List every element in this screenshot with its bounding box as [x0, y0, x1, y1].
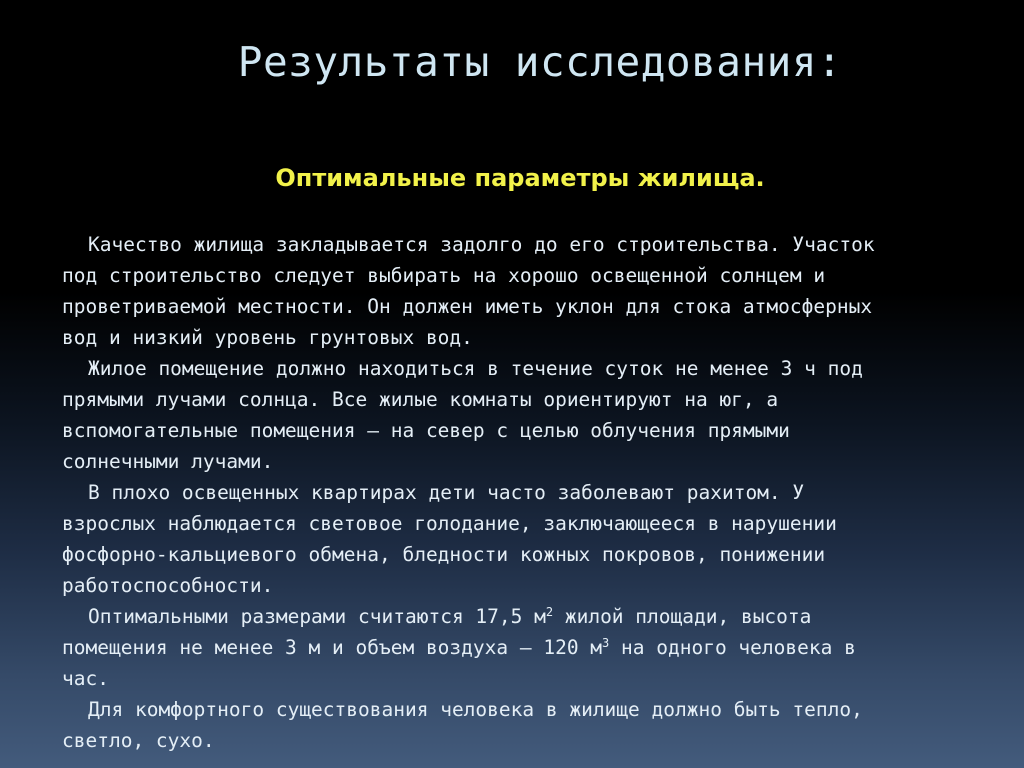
paragraph-1-line-1: Качество жилища закладывается задолго до его строительства. Участок [88, 233, 875, 256]
paragraph-5-line-1: Для комфортного существования человека в жилище должно быть тепло, [88, 698, 863, 721]
paragraph-2-line-3: вспомогательные помещения — на север с целью облучения прямыми [62, 419, 790, 442]
paragraph-3-line-2: взрослых наблюдается световое голодание, заключающееся в нарушении [62, 512, 837, 535]
paragraph-2-line-4: солнечными лучами. [62, 450, 274, 473]
slide-title: Результаты исследования: [237, 38, 843, 86]
paragraph-1-line-3: проветриваемой местности. Он должен иметь уклон для стока атмосферных [62, 295, 873, 318]
superscript-3: 3 [602, 636, 610, 650]
paragraph-3-line-4: работоспособности. [62, 574, 274, 597]
paragraph-4-line-3: час. [62, 667, 109, 690]
paragraph-1-line-2: под строительство следует выбирать на хорошо освещенной солнцем и [62, 264, 826, 287]
paragraph-3-line-1: В плохо освещенных квартирах дети часто заболевают рахитом. У [88, 481, 805, 504]
paragraph-3-line-3: фосфорно-кальциевого обмена, бледности кожных покровов, понижении [62, 543, 826, 566]
paragraph-4-line-2 [62, 632, 962, 663]
paragraph-2-line-1: Жилое помещение должно находиться в течение суток не менее 3 ч под [88, 357, 863, 380]
paragraph-1-line-4: вод и низкий уровень грунтовых вод. [62, 326, 473, 349]
slide-subtitle: Оптимальные параметры жилища. [275, 164, 765, 192]
paragraph-5-line-2: светло, сухо. [62, 729, 215, 752]
paragraph-4-line-2-text-b: на одного человека в [609, 636, 856, 659]
paragraph-2-line-2: прямыми лучами солнца. Все жилые комнаты ориентируют на юг, а [62, 388, 779, 411]
paragraph-4-line-1-text-a: Оптимальными размерами считаются 17,5 м [88, 605, 546, 628]
paragraph-4-line-2-text-a: помещения не менее 3 м и объем воздуха — 120 м [62, 636, 603, 659]
slide-body [62, 229, 962, 756]
paragraph-4-line-1-text-b: жилой площади, высота [553, 605, 812, 628]
paragraph-4-line-1 [62, 601, 962, 632]
superscript-2: 2 [545, 605, 554, 619]
